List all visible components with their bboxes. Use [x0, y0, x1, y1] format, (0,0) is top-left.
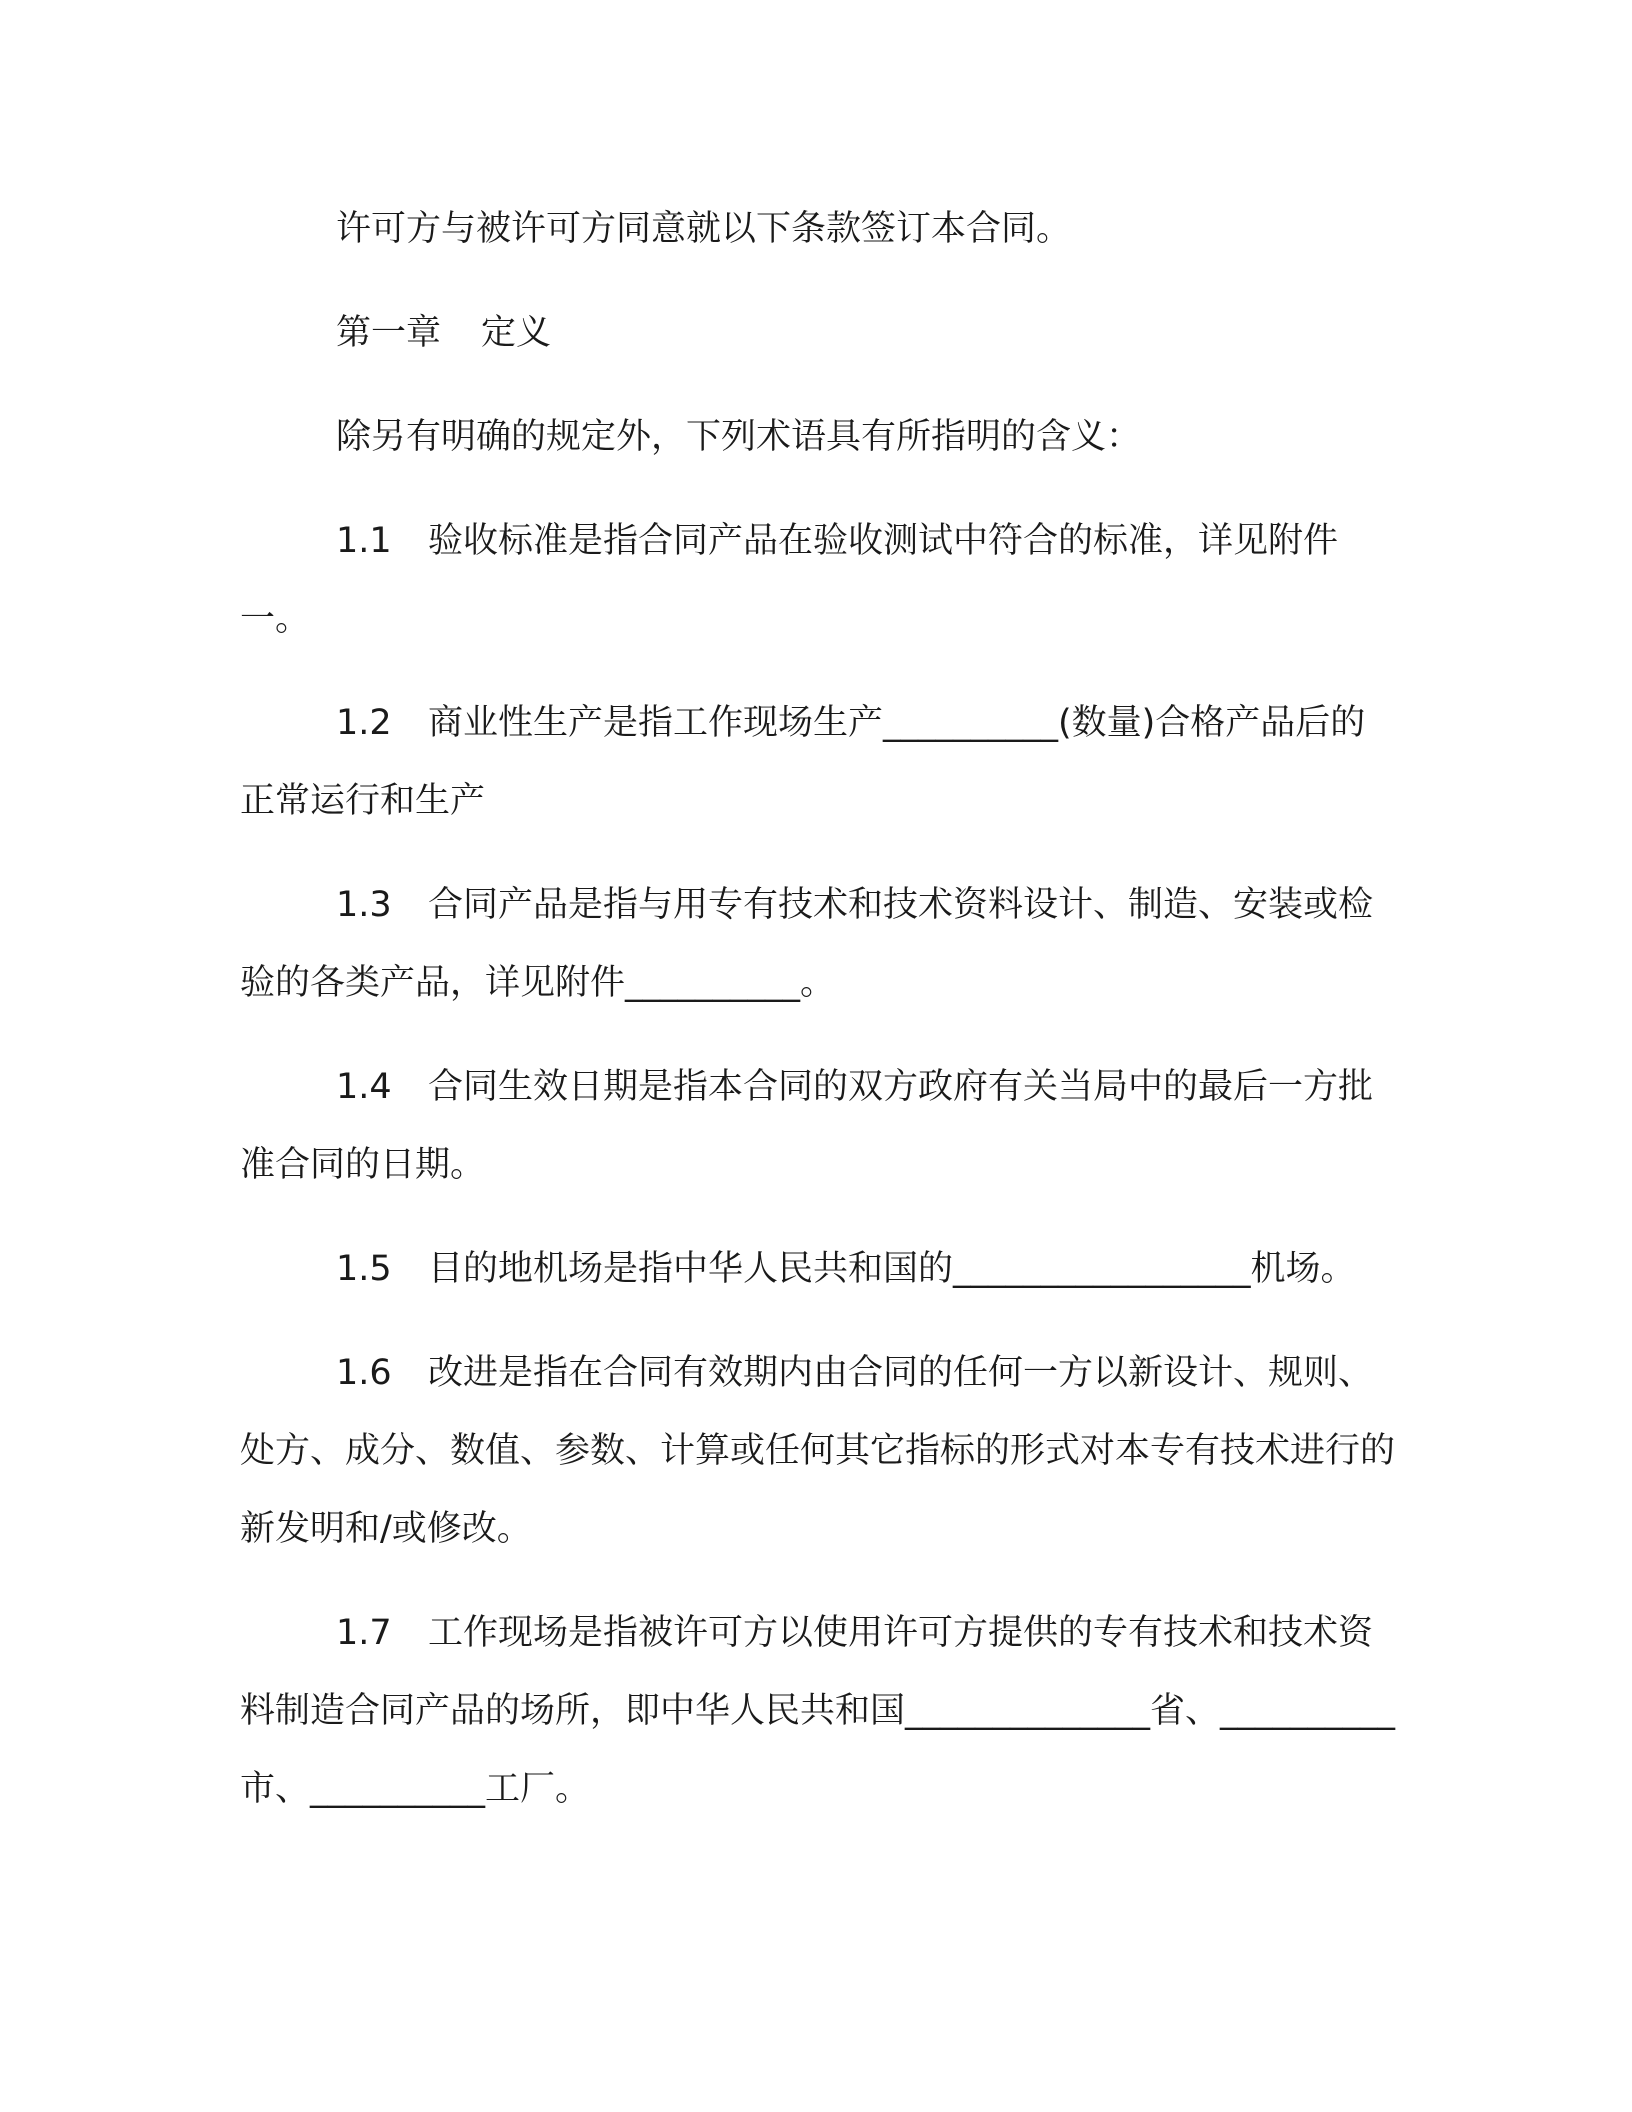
- document-body: [240, 190, 1400, 1854]
- clause-text: 改进是指在合同有效期内由合同的任何一方以新设计、规则、处方、成分、数值、参数、计算或任何其它指标的形式对本专有技术进行的新发明和/或修改。: [240, 1353, 1396, 1549]
- chapter-title: 第一章: [336, 313, 442, 353]
- clause-number: 1.7: [336, 1613, 392, 1653]
- clause-text: 合同产品是指与用专有技术和技术资料设计、制造、安装或检验的各类产品，详见附件__________。: [240, 885, 1374, 1003]
- clause-1-1: [240, 502, 1400, 658]
- clause-1-4: [240, 1048, 1400, 1204]
- clause-1-3: [240, 866, 1400, 1022]
- clause-number: 1.3: [336, 885, 392, 925]
- intro-paragraph: 许可方与被许可方同意就以下条款签订本合同。: [336, 209, 1072, 249]
- clause-1-6: [240, 1334, 1400, 1568]
- clause-text: 验收标准是指合同产品在验收测试中符合的标准，详见附件一。: [240, 521, 1339, 639]
- definitions-intro: 除另有明确的规定外，下列术语具有所指明的含义：: [336, 417, 1142, 457]
- clause-number: 1.5: [336, 1249, 392, 1289]
- clause-number: 1.4: [336, 1067, 392, 1107]
- clause-text: 工作现场是指被许可方以使用许可方提供的专有技术和技术资料制造合同产品的场所，即中华人民共和国______________省、__________市、__________工厂。: [240, 1613, 1396, 1809]
- clause-1-7: [240, 1594, 1400, 1828]
- clause-text: 合同生效日期是指本合同的双方政府有关当局中的最后一方批准合同的日期。: [240, 1067, 1374, 1185]
- chapter-name: 定义: [481, 313, 552, 353]
- clause-text: 商业性生产是指工作现场生产__________(数量)合格产品后的正常运行和生产: [240, 703, 1366, 821]
- clause-text: 目的地机场是指中华人民共和国的_________________机场。: [428, 1249, 1356, 1289]
- chapter-heading: [240, 294, 1400, 372]
- clause-1-5: [240, 1230, 1400, 1308]
- clause-1-2: [240, 684, 1400, 840]
- clause-number: 1.6: [336, 1353, 392, 1393]
- clause-number: 1.1: [336, 521, 392, 561]
- clause-number: 1.2: [336, 703, 392, 743]
